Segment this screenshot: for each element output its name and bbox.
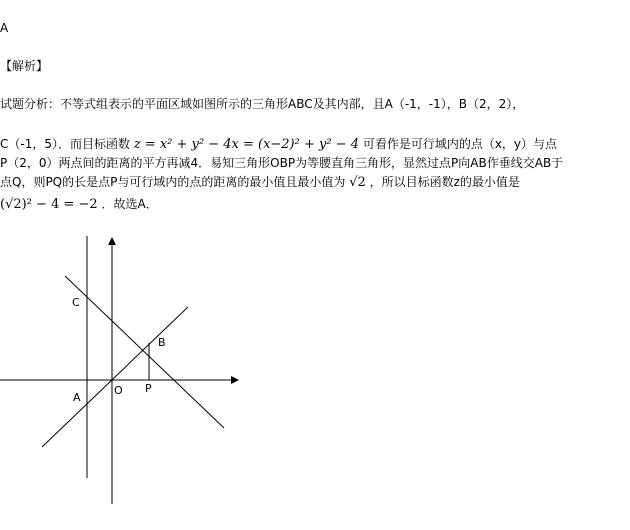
line2-text-b: 可看作是可行域内的点（x，y）与点: [362, 137, 558, 151]
label-c: C: [72, 296, 80, 309]
line-ab: [42, 307, 188, 447]
line5-text-b: ．故选A．: [101, 197, 158, 211]
line-bc: [65, 276, 224, 428]
objective-function-formula: z = x² + y² − 4x = (x−2)² + y² − 4: [133, 137, 359, 152]
label-a: A: [73, 391, 81, 404]
line4-text-b: ，所以目标函数z的最小值是: [369, 175, 520, 189]
label-p: P: [145, 382, 152, 395]
line4-text-a: 点Q，则PQ的长是点P与可行域内的点的距离的最小值且最小值为: [0, 175, 346, 189]
analysis-line-3: P（2，0）两点间的距离的平方再减4．易知三角形OBP为等腰直角三角形，显然过点P向AB作垂线交AB于: [0, 156, 564, 170]
analysis-line-1: 试题分析：不等式组表示的平面区域如图所示的三角形ABC及其内部，且A（-1，-1），B（2，2），: [0, 97, 525, 111]
min-value-formula: (√2)² − 4 = −2: [0, 197, 98, 212]
section-heading: 【解析】: [0, 59, 49, 73]
line2-text-a: C（-1，5）．而目标函数: [0, 137, 130, 151]
min-distance-sqrt: √2: [349, 175, 366, 190]
answer-letter: A: [0, 21, 9, 35]
label-b: B: [158, 336, 166, 349]
label-o: O: [114, 384, 123, 397]
